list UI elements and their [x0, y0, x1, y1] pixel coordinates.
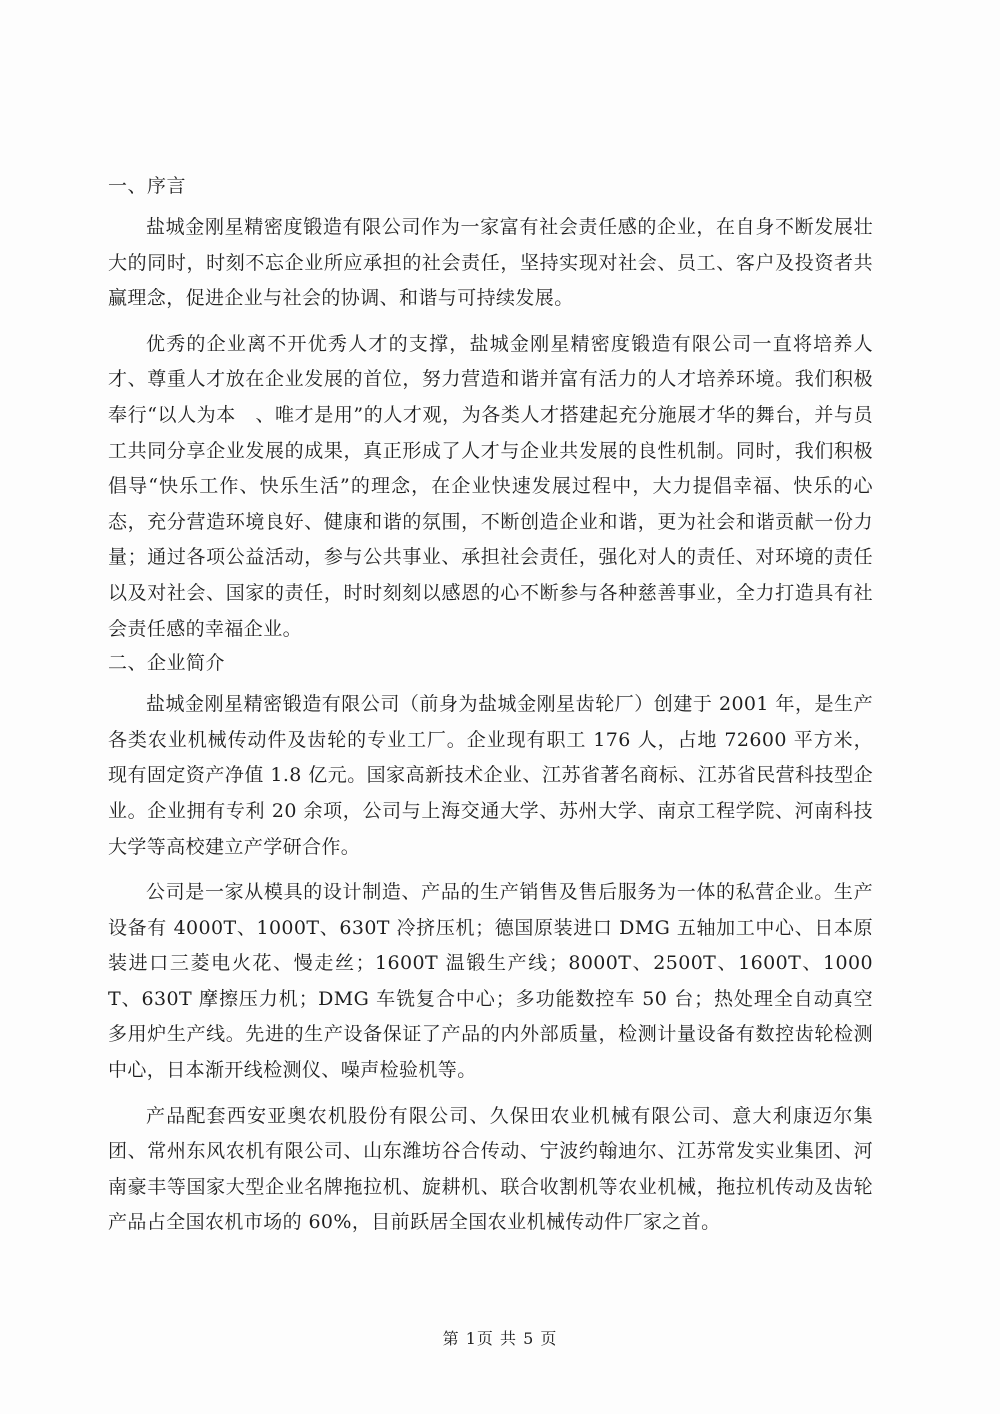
spacer — [108, 317, 873, 327]
spacer — [108, 1089, 873, 1099]
profile-paragraph-3: 产品配套西安亚奥农机股份有限公司、久保田农业机械有限公司、意大利康迈尔集团、常州东风农机有限公司、山东潍坊谷合传动、宁波约翰迪尔、江苏常发实业集团、河南豪丰等国家大型企业名牌拖拉机、旋耕机、联合收割机等农业机械，拖拉机传动及齿轮产品占全国农机市场的 60%，目前跃居全国农业机械传动件厂家之首。 — [108, 1104, 873, 1234]
profile-paragraph-1: 盐城金刚星精密锻造有限公司（前身为盐城金刚星齿轮厂）创建于 2001 年，是生产各类农业机械传动件及齿轮的专业工厂。企业现有职工 176 人，占地 72600 平方米，现有固定资产净值 1.8 亿元。国家高新技术企业、江苏省著名商标、江苏省民营科技型企业。企业拥有专利 20 余项，公司与上海交通大学、苏州大学、南京工程学院、河南科技大学等高校建立产学研合作。 — [108, 693, 873, 858]
preface-paragraph-1: 盐城金刚星精密度锻造有限公司作为一家富有社会责任感的企业，在自身不断发展壮大的同时，时刻不忘企业所应承担的社会责任，坚持实现对社会、员工、客户及投资者共赢理念，促进企业与社会的协调、和谐与可持续发展。 — [108, 216, 873, 310]
spacer — [108, 202, 873, 210]
profile-paragraph-2: 公司是一家从模具的设计制造、产品的生产销售及售后服务为一体的私营企业。生产设备有 4000T、1000T、630T 冷挤压机；德国原装进口 DMG 五轴加工中心、日本原装进口三菱电火花、慢走丝；1600T 温锻生产线；8000T、2500T、1600T、1000T、630T 摩擦压力机；DMG 车铣复合中心；多功能数控车 50 台；热处理全自动真空多用炉生产线。先进的生产设备保证了产品的内外部质量，检测计量设备有数控齿轮检测中心，日本渐开线检测仪、噪声检验机等。 — [108, 881, 873, 1082]
preface-paragraph-2: 优秀的企业离不开优秀人才的支撑，盐城金刚星精密度锻造有限公司一直将培养人才、尊重人才放在企业发展的首位，努力营造和谐并富有活力的人才培养环境。我们积极奉行“以人为本 、唯才是用”的人才观，为各类人才搭建起充分施展才华的舞台，并与员工共同分享企业发展的成果，真正形成了人才与企业共发展的良性机制。同时，我们积极倡导“快乐工作、快乐生活”的理念，在企业快速发展过程中，大力提倡幸福、快乐的心态，充分营造环境良好、健康和谐的氛围，不断创造企业和谐，更为社会和谐贡献一份力量；通过各项公益活动，参与公共事业、承担社会责任，强化对人的责任、对环境的责任以及对社会、国家的责任，时时刻刻以感恩的心不断参与各种慈善事业，全力打造具有社会责任感的幸福企业。 — [108, 332, 873, 640]
spacer — [108, 679, 873, 687]
spacer — [108, 865, 873, 875]
document-body — [108, 170, 873, 1241]
section-heading-preface: 一、序言 — [108, 175, 187, 197]
section-heading-company-profile: 二、企业简介 — [108, 652, 226, 675]
page-number-footer: 第 1页 共 5 页 — [442, 1329, 558, 1348]
